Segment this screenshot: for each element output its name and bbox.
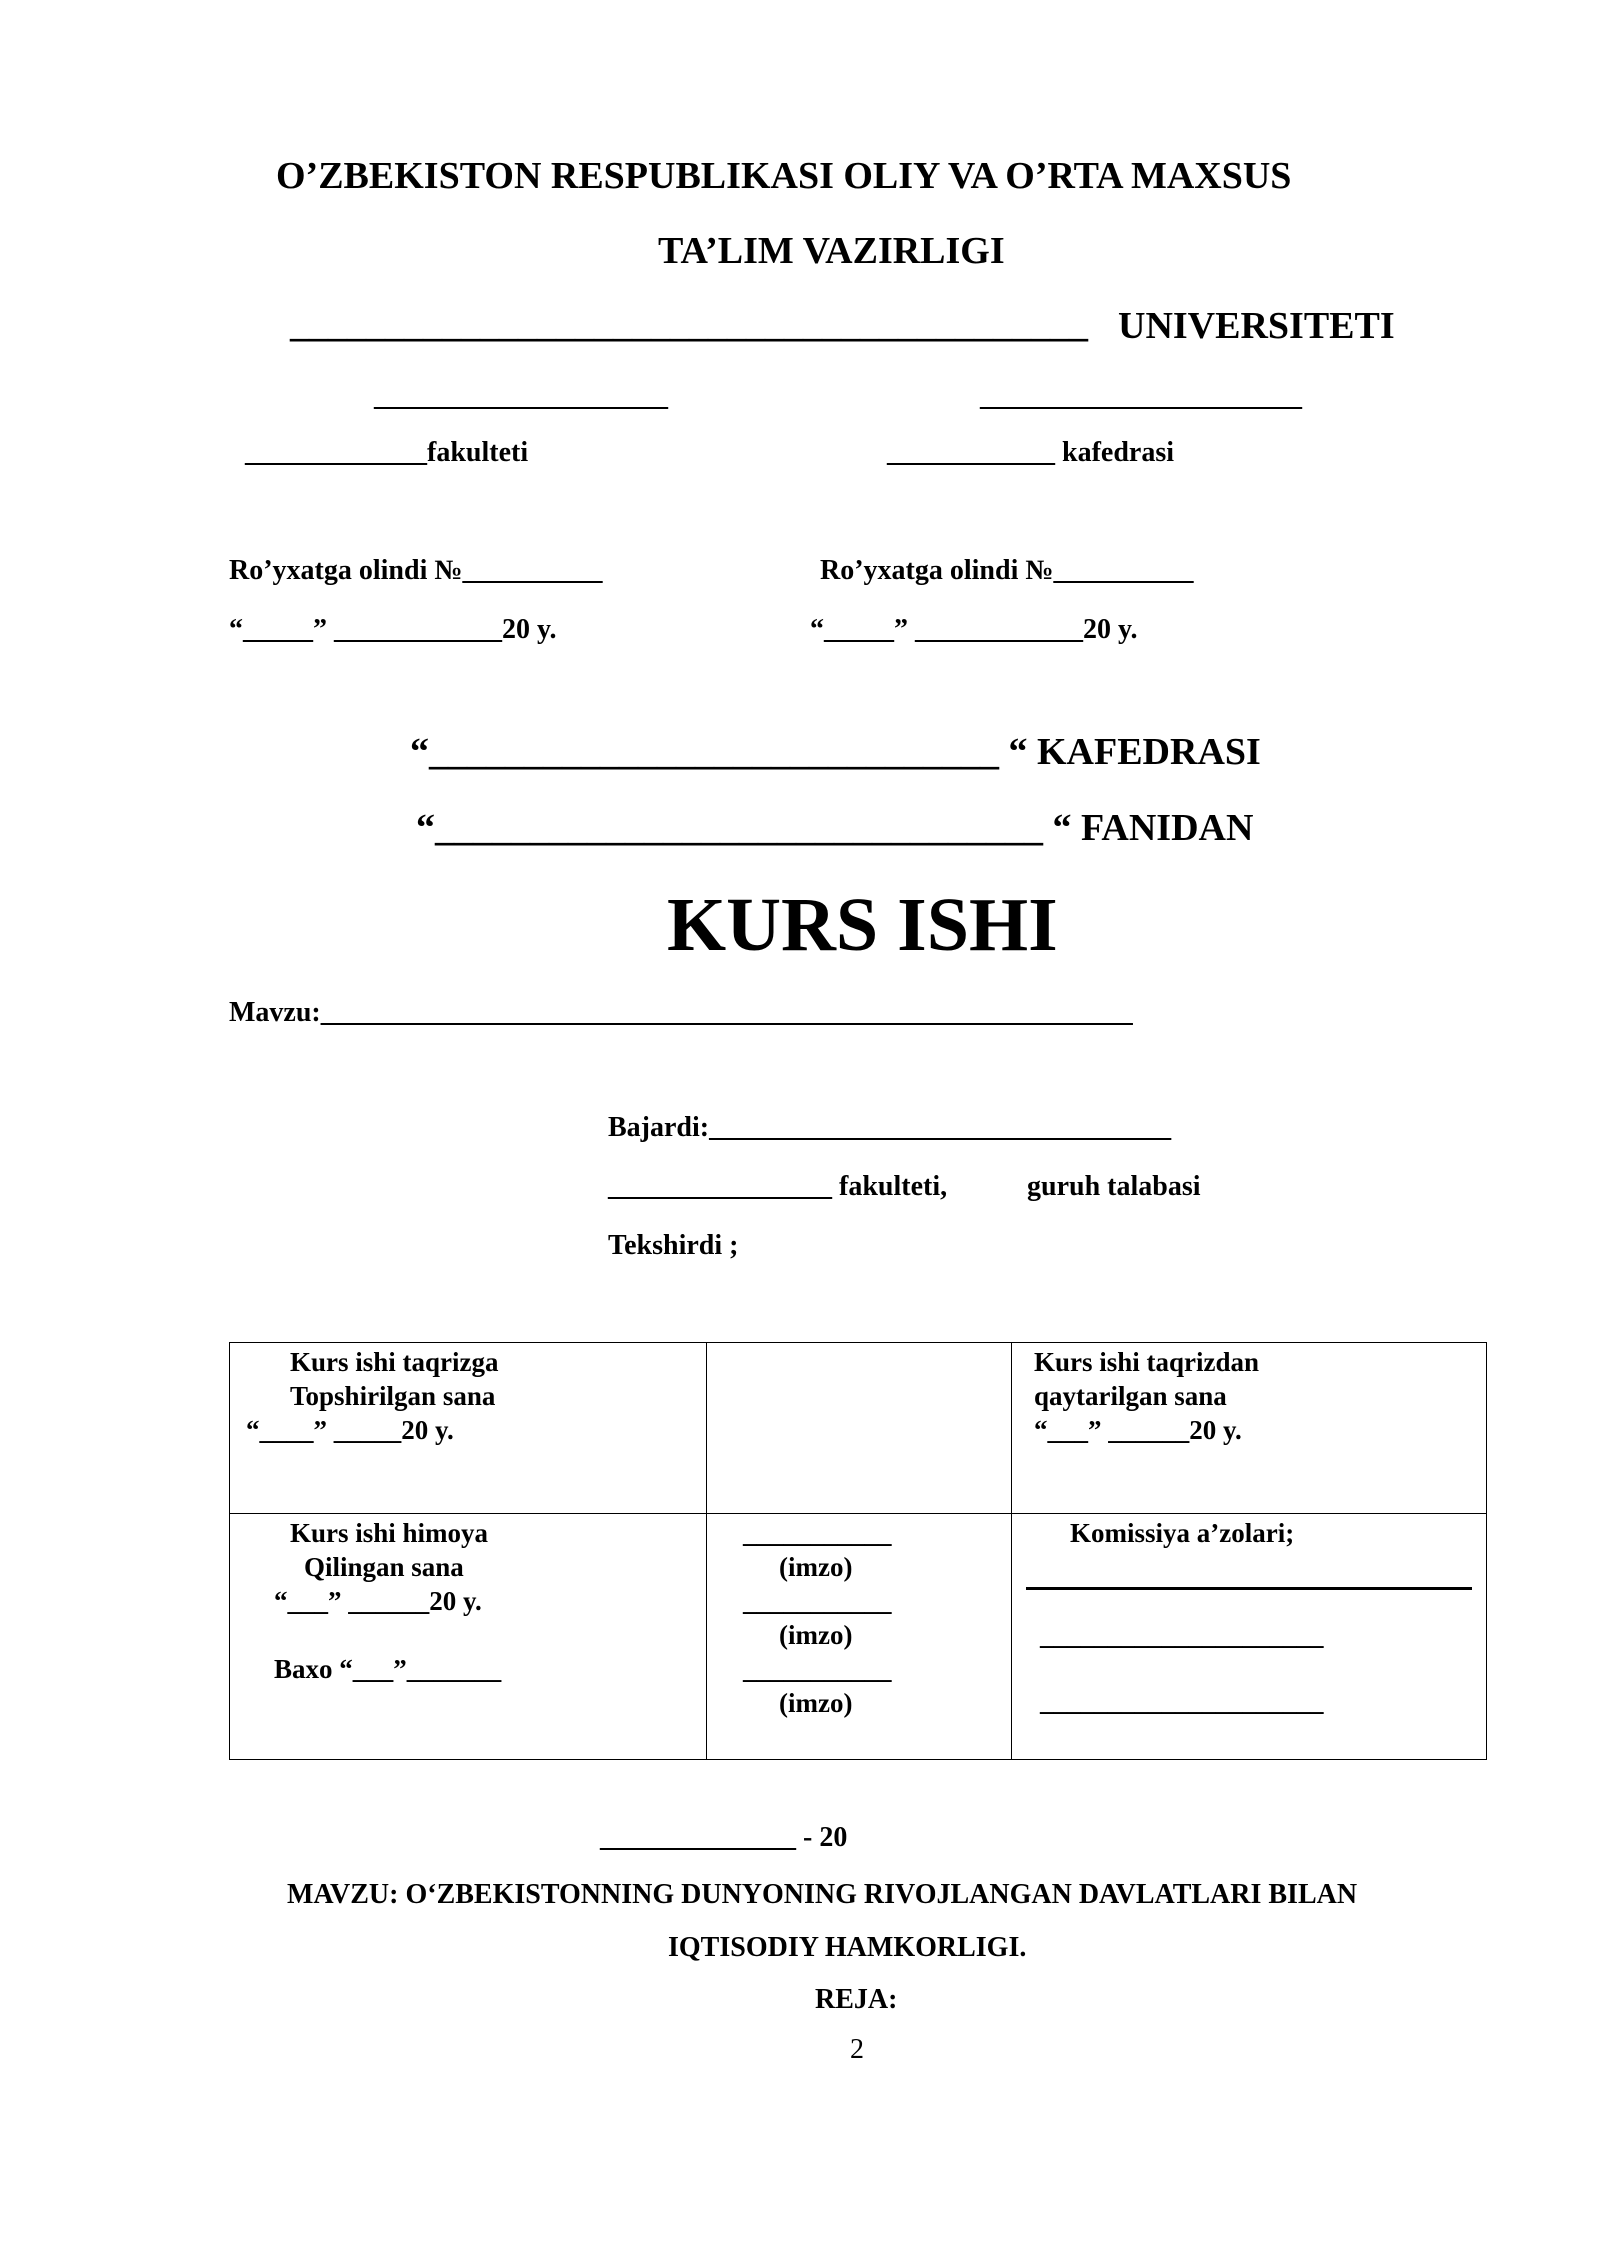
commission-line-1	[1026, 1587, 1472, 1590]
topic-line-1: MAVZU: O‘ZBEKISTONNING DUNYONING RIVOJLANGAN DAVLATLARI BILAN	[287, 1879, 1358, 1910]
signature-blank-1: ___________	[743, 1518, 892, 1548]
bajardi-line: Bajardi:_________________________________	[608, 1112, 1172, 1143]
review-submitted-line-1: Kurs ishi taqrizga	[290, 1347, 499, 1377]
defense-line-1: Kurs ishi himoya	[290, 1518, 489, 1548]
faculty-field	[245, 437, 528, 469]
commission-blank-1: _____________________	[1040, 1620, 1324, 1650]
topic-line-2: IQTISODIY HAMKORLIGI.	[668, 1932, 1027, 1963]
year-line: ______________ - 20	[600, 1822, 848, 1853]
group-label: guruh talabasi	[1027, 1171, 1201, 1202]
review-table	[229, 1342, 1487, 1760]
commission-label: Komissiya a’zolari;	[1070, 1518, 1295, 1548]
signature-label-1: (imzo)	[779, 1552, 853, 1582]
university-label: UNIVERSITETI	[1118, 305, 1395, 347]
university-blank: __________________________________________	[290, 303, 1088, 345]
kafedra-label: “ KAFEDRASI	[1008, 731, 1261, 773]
department-blank: ____________	[887, 437, 1055, 468]
registration-left-label: Ro’yxatga olindi №__________	[229, 555, 603, 586]
review-returned-line-1: Kurs ishi taqrizdan	[1034, 1347, 1260, 1377]
defense-date: “___” ______20 y.	[274, 1586, 482, 1616]
mavzu-field: Mavzu:__________________________________________________________	[229, 997, 1133, 1028]
kafedra-blank: ______________________________	[429, 731, 999, 773]
signature-blank-3: ___________	[743, 1654, 892, 1684]
ministry-line-2: TA’LIM VAZIRLIGI	[658, 230, 1005, 272]
review-submitted-cell	[230, 1343, 707, 1514]
review-returned-cell	[1012, 1343, 1487, 1514]
kafedra-open-quote: “	[410, 731, 429, 773]
signature-label-3: (imzo)	[779, 1688, 853, 1718]
signature-label-2: (imzo)	[779, 1620, 853, 1650]
registration-right-date: “_____” ____________20 y.	[810, 614, 1138, 645]
review-returned-date: “___” ______20 y.	[1034, 1415, 1242, 1445]
kafedra-line	[410, 730, 1261, 774]
plan-label: REJA:	[815, 1984, 898, 2015]
faculty-blank: _____________	[245, 437, 427, 468]
commission-cell	[1012, 1514, 1487, 1760]
defense-cell	[230, 1514, 707, 1760]
blank-left: _____________________	[374, 381, 668, 412]
fan-open-quote: “	[416, 807, 435, 849]
page-number: 2	[850, 2034, 864, 2065]
department-label: kafedrasi	[1062, 437, 1174, 468]
review-returned-line-2: qaytarilgan sana	[1034, 1381, 1227, 1411]
review-submitted-date: “____” _____20 y.	[246, 1415, 454, 1445]
department-field	[887, 437, 1174, 469]
empty-cell	[707, 1343, 1012, 1514]
fan-label: “ FANIDAN	[1052, 807, 1254, 849]
grade-field: Baxo “___”_______	[274, 1654, 502, 1684]
signature-blank-2: ___________	[743, 1586, 892, 1616]
fan-blank: ________________________________	[435, 807, 1043, 849]
commission-blank-2: _____________________	[1040, 1686, 1324, 1716]
tekshirdi-label: Tekshirdi ;	[608, 1230, 739, 1261]
main-title: KURS ISHI	[667, 883, 1058, 967]
registration-left-date: “_____” ____________20 y.	[229, 614, 557, 645]
faculty-label: fakulteti	[427, 437, 529, 468]
bajardi-faculty-line: ________________ fakulteti,	[608, 1171, 948, 1202]
registration-right-label: Ro’yxatga olindi №__________	[820, 555, 1194, 586]
fan-line	[416, 806, 1253, 850]
defense-line-2: Qilingan sana	[304, 1552, 464, 1582]
blank-right: _______________________	[980, 381, 1302, 412]
review-submitted-line-2: Topshirilgan sana	[290, 1381, 496, 1411]
signature-cell	[707, 1514, 1012, 1760]
ministry-line-1: O’ZBEKISTON RESPUBLIKASI OLIY VA O’RTA MAXSUS	[276, 155, 1292, 197]
